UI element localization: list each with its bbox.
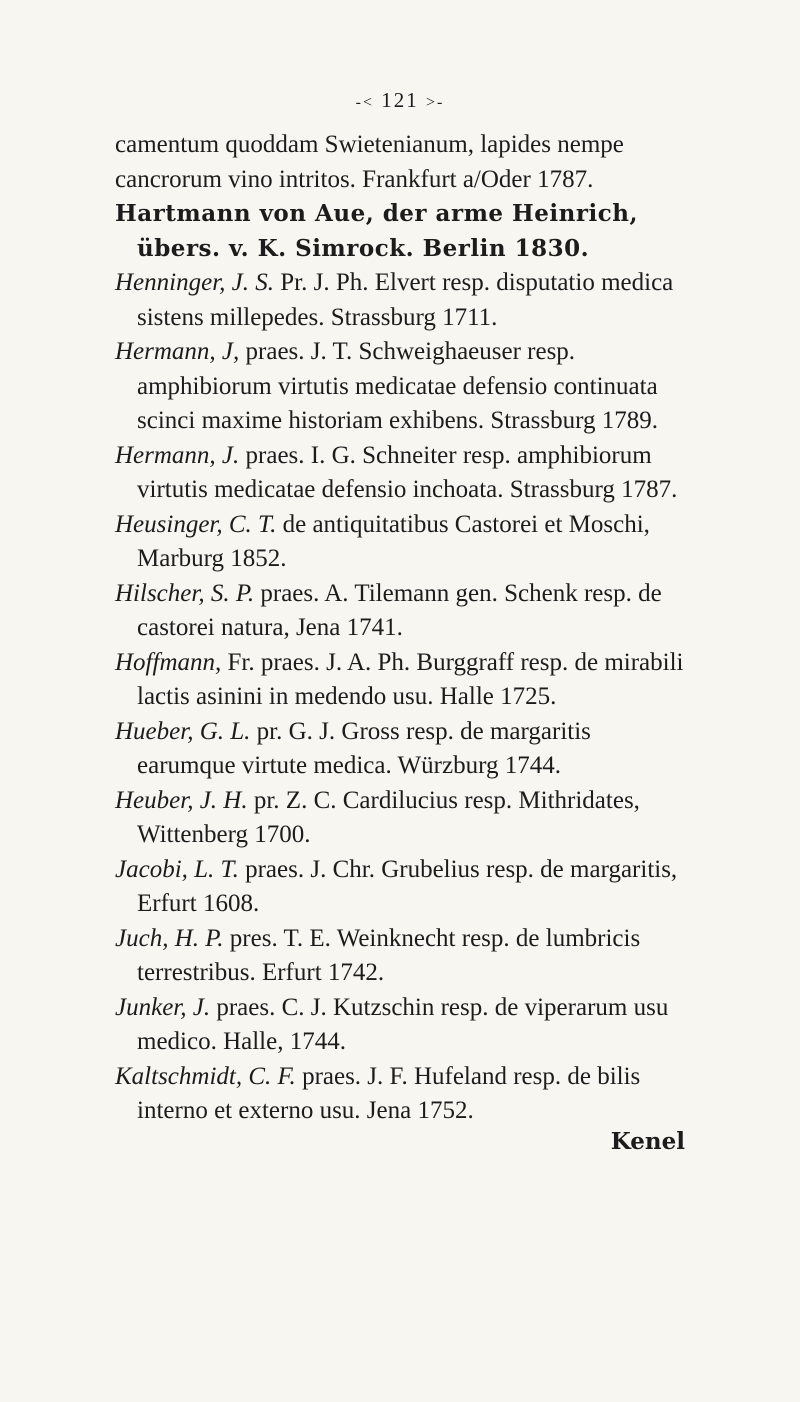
- entry-author: Hilscher, S. P.: [115, 579, 255, 607]
- entry-author: Henninger, J. S.: [115, 269, 274, 296]
- entry-author: Junker, J.: [115, 993, 211, 1021]
- entry-text: praes. J. T. Schweighaeuser resp. amphibiorum virtutis medicatae defensio continuata scinci maxime historiam exhibens. Strassburg 1789.: [137, 338, 658, 434]
- entry-text: Pr. J. Ph. Elvert resp. disputatio medica sistens millepedes. Strassburg 1711.: [137, 269, 674, 331]
- entry-author: Hueber, G. L.: [115, 717, 251, 745]
- entry-author: Juch, H. P.: [115, 924, 224, 952]
- bibliography-entry: [115, 991, 685, 1060]
- entry-text: praes. I. G. Schneiter resp. amphibiorum virtutis medicatae defensio inchoata. Strassburg 1787.: [137, 441, 678, 503]
- entry-author: Hermann, J.: [115, 441, 240, 469]
- bibliography-list: [115, 128, 685, 1159]
- page-number: 121: [381, 88, 419, 112]
- entry-text: praes. C. J. Kutzschin resp. de viperarum usu medico. Halle, 1744.: [137, 993, 669, 1055]
- entry-text: praes. J. F. Hufeland resp. de bilis interno et externo usu. Jena 1752.: [137, 1062, 641, 1124]
- bibliography-entry-continuation: camentum quoddam Swietenianum, lapides nempe cancrorum vino intritos. Frankfurt a/Oder 1787.: [115, 131, 624, 193]
- bibliography-entry: [115, 922, 685, 991]
- bibliography-entry: [115, 508, 685, 577]
- bibliography-entry: [115, 715, 685, 784]
- entry-author: Hermann, J,: [115, 338, 240, 365]
- entry-author: Heuber, J. H.: [115, 786, 248, 814]
- bibliography-entry: [115, 335, 685, 439]
- bibliography-entry: [115, 853, 685, 922]
- entry-text: pr. G. J. Gross resp. de margaritis earumque virtute medica. Würzburg 1744.: [137, 717, 591, 779]
- bibliography-entry: [115, 646, 685, 715]
- entry-text: praes. A. Tilemann gen. Schenk resp. de castorei natura, Jena 1741.: [137, 579, 662, 641]
- entry-text: pr. Z. C. Cardilucius resp. Mithridates, Wittenberg 1700.: [137, 786, 640, 848]
- bibliography-entry: [115, 1060, 685, 1129]
- entry-author: Heusinger, C. T.: [115, 510, 277, 538]
- entry-author: Jacobi, L. T.: [115, 855, 239, 883]
- entry-text: pres. T. E. Weinknecht resp. de lumbricis terrestribus. Erfurt 1742.: [137, 924, 641, 986]
- bibliography-entry: [115, 266, 685, 335]
- catchword: Kenel: [610, 1127, 685, 1155]
- entry-author: Hoffmann,: [115, 648, 222, 676]
- entry-text: praes. J. Chr. Grubelius resp. de margaritis, Erfurt 1608.: [137, 855, 678, 917]
- entry-author: Kaltschmidt, C. F.: [115, 1062, 296, 1090]
- entry-text: de antiquitatibus Castorei et Moschi, Marburg 1852.: [137, 510, 650, 572]
- right-ornament: >-: [426, 94, 445, 111]
- page-header: [0, 88, 800, 113]
- bibliography-entry: [115, 577, 685, 646]
- left-ornament: -<: [355, 94, 374, 111]
- bibliography-entry-hartmann: Hartmann von Aue, der arme Heinrich, übers. v. K. Simrock. Berlin 1830.: [115, 200, 638, 262]
- bibliography-entry: [115, 784, 685, 853]
- bibliography-entry: [115, 439, 685, 508]
- entry-text: Fr. praes. J. A. Ph. Burggraff resp. de mirabili lactis asinini in medendo usu. Halle 1725.: [137, 648, 684, 710]
